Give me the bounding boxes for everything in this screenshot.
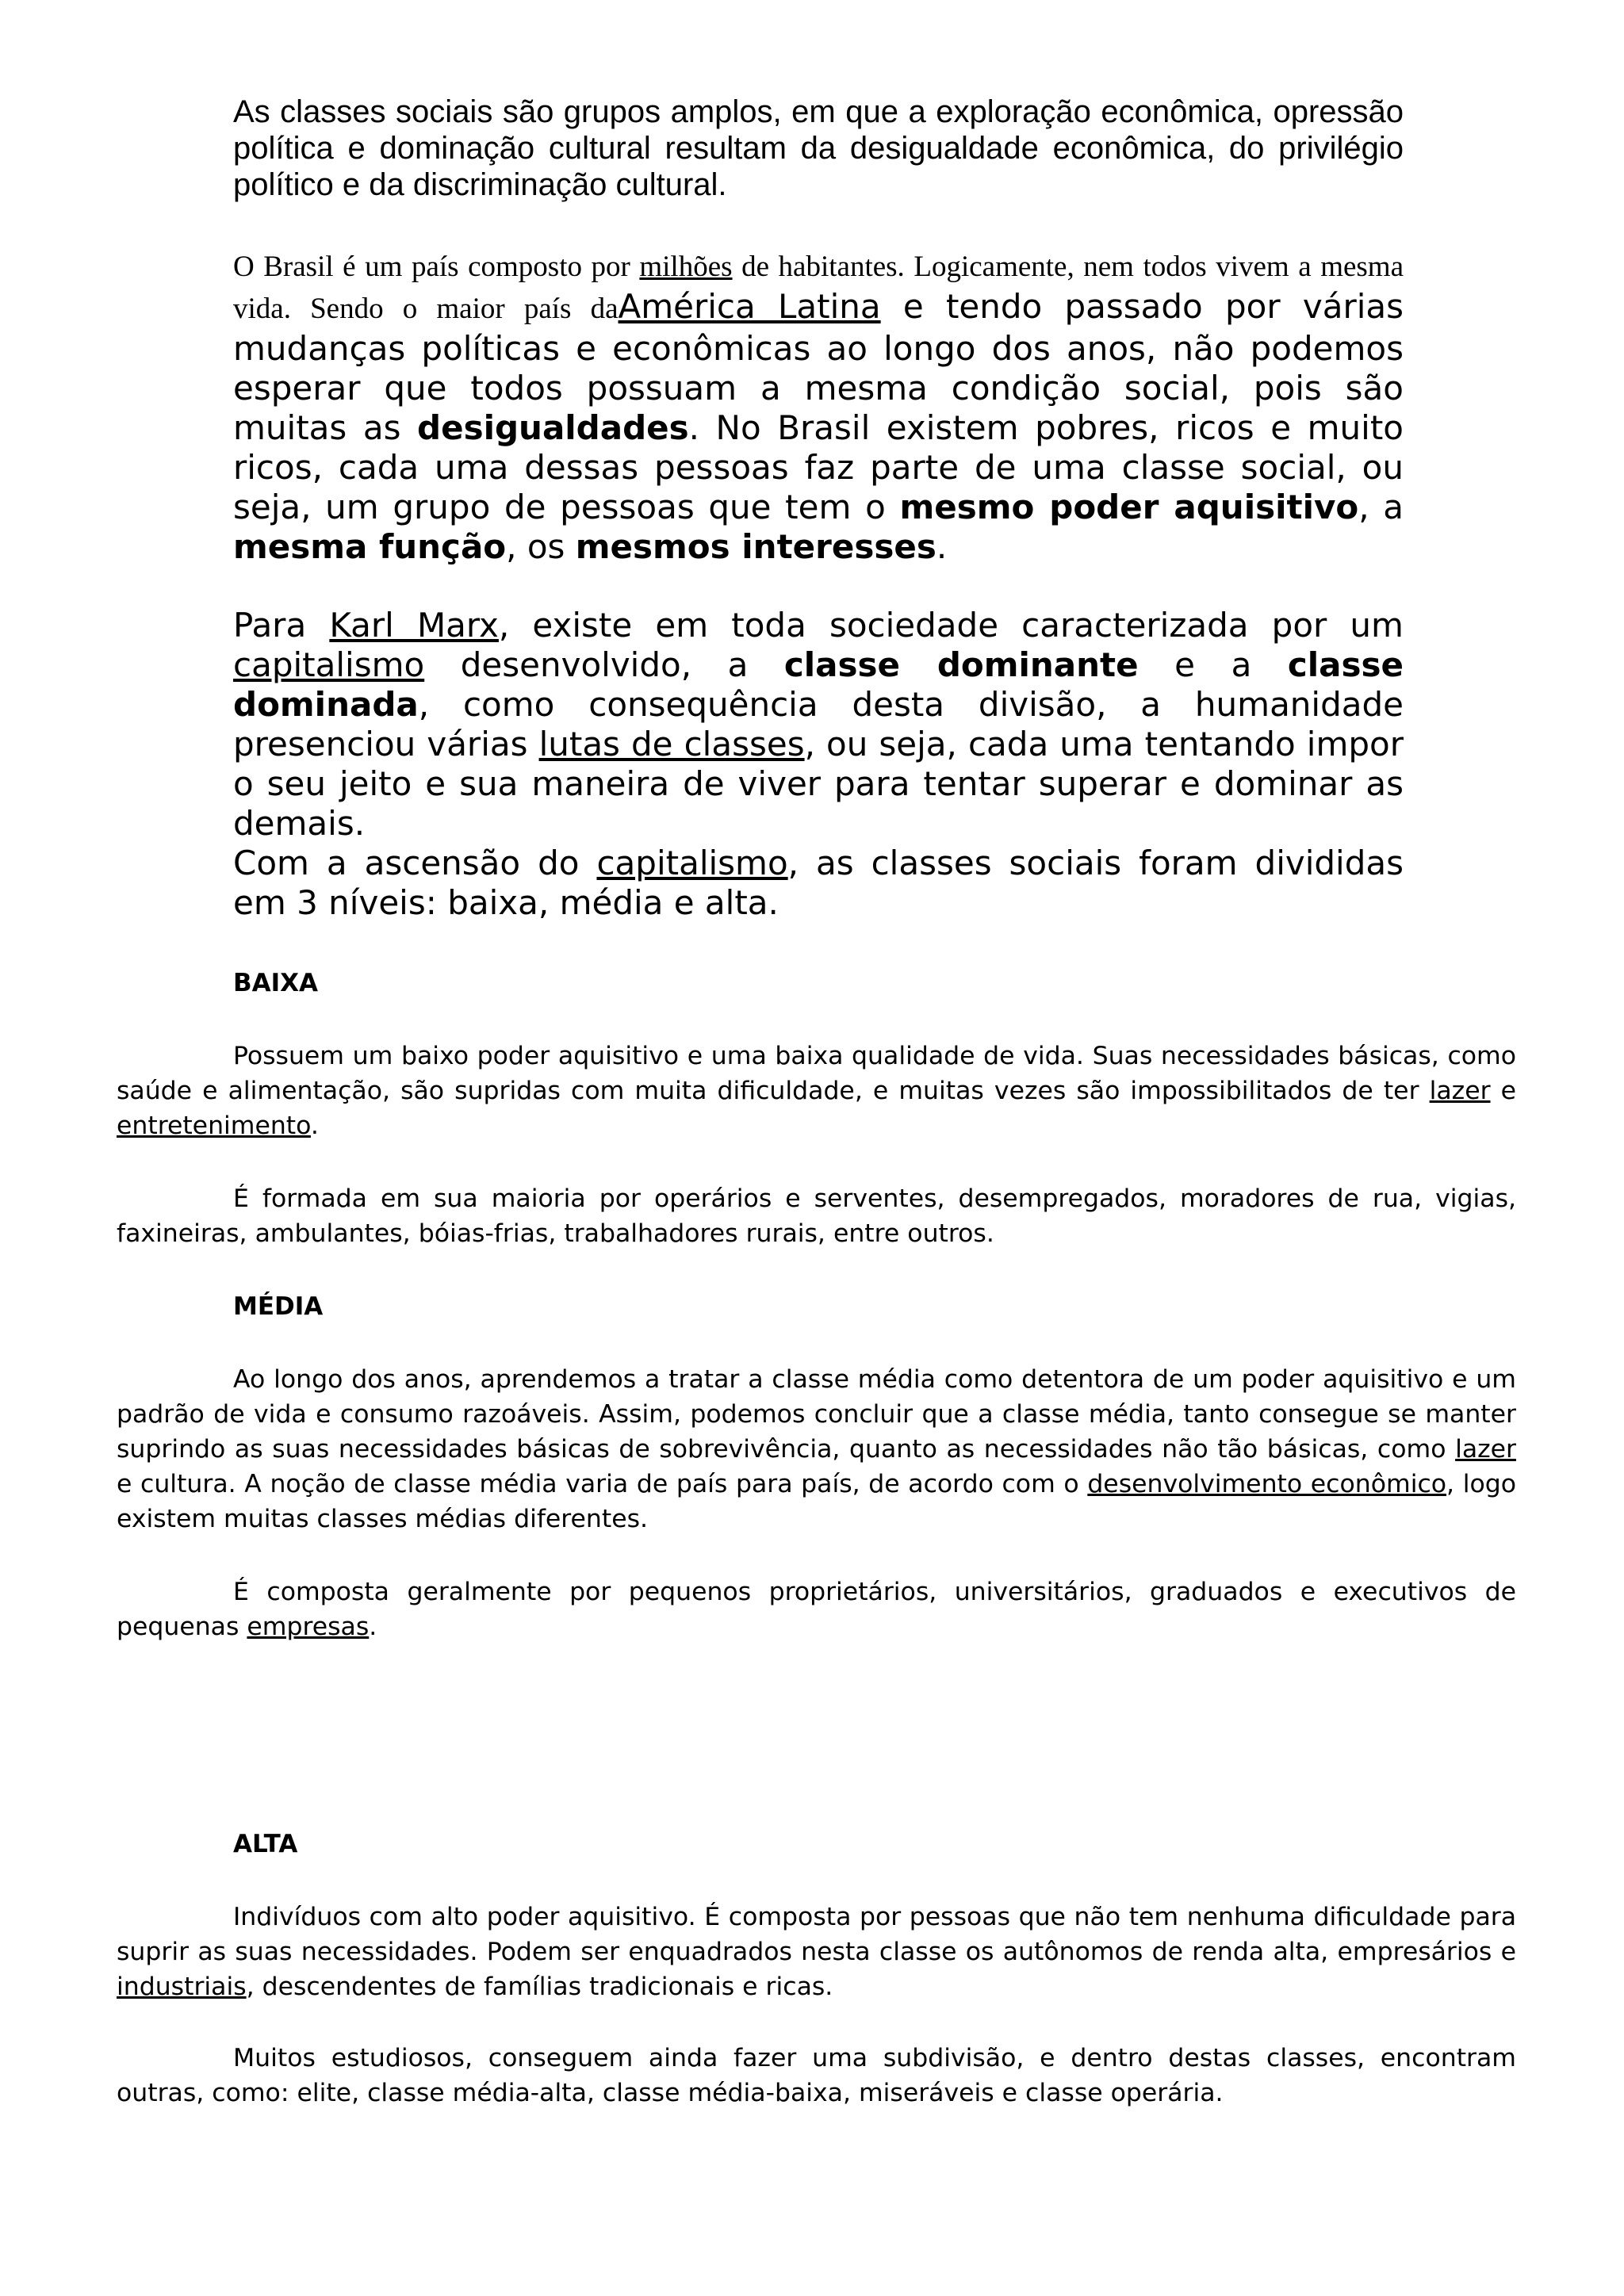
heading-baixa: BAIXA — [233, 969, 319, 997]
brasil-text-4: . No Brasil existem pobres, ricos e muito ricos, cada uma dessas pessoas faz parte de uma classe social, ou seja, um grupo de pessoas que tem o — [233, 408, 1404, 526]
bold-mesma-funcao: mesma função — [233, 527, 507, 566]
brasil-text-6: , os — [506, 527, 576, 566]
link-desenvolvimento-economico[interactable]: desenvolvimento econômico — [1087, 1470, 1447, 1498]
baixa-text-4: É formada em sua maioria por operários e serventes, desempregados, moradores de rua, vigias, faxineiras, ambulantes, bóias-frias, trabalhadores rurais, entre outros. — [117, 1184, 1516, 1248]
alta-text-2: , descendentes de famílias tradicionais e ricas. — [246, 1973, 833, 2001]
marx-text-4: e a — [1138, 645, 1288, 684]
marx-text-3: desenvolvido, a — [424, 645, 784, 684]
media-text-4: É composta geralmente por pequenos proprietários, universitários, graduados e executivos de pequenas — [117, 1578, 1516, 1641]
link-lutas-de-classes[interactable]: lutas de classes — [538, 725, 805, 763]
link-lazer[interactable]: lazer — [1429, 1077, 1491, 1105]
media-text-5: . — [369, 1613, 377, 1641]
link-milhoes[interactable]: milhões — [639, 251, 733, 283]
bold-mesmos-interesses: mesmos interesses — [575, 527, 936, 566]
marx-part-1 — [233, 606, 1404, 844]
baixa-text-2: e — [1490, 1077, 1516, 1105]
marx-part-2 — [233, 844, 1404, 923]
link-capitalismo-2[interactable]: capitalismo — [596, 844, 788, 882]
brasil-text-3: e tendo passado por várias mudanças políticas e econômicas ao longo dos anos, não podemos esperar que todos possuam a mesma condição social, pois são muitas as — [233, 287, 1404, 447]
bold-mesmo-poder: mesmo poder aquisitivo — [899, 488, 1359, 526]
brasil-text-5: , a — [1358, 488, 1404, 526]
baixa-paragraph-2 — [117, 1181, 1516, 1251]
marx-text-7: Com a ascensão do — [233, 844, 597, 882]
alta-paragraph-1 — [117, 1900, 1516, 2004]
intro-text: As classes sociais são grupos amplos, em que a exploração econômica, opressão política e dominação cultural resultam da desigualdade econômica, do privilégio político e da discriminação cultural. — [233, 94, 1404, 202]
marx-text-6: , ou seja, cada uma tentando impor o seu jeito e sua maneira de viver para tentar superar e dominar as demais. — [233, 725, 1404, 843]
alta-paragraph-2 — [117, 2041, 1516, 2110]
link-karl-marx[interactable]: Karl Marx — [329, 606, 499, 645]
baixa-text-3: . — [310, 1112, 319, 1140]
baixa-text-1: Possuem um baixo poder aquisitivo e uma baixa qualidade de vida. Suas necessidades básicas, como saúde e alimentação, são supridas com muita dificuldade, e muitas vezes são impossibilitados de ter — [117, 1042, 1516, 1105]
link-capitalismo[interactable]: capitalismo — [233, 645, 425, 684]
marx-text-1: Para — [233, 606, 330, 645]
bold-classe-dominada: classe dominada — [233, 645, 1404, 724]
baixa-paragraph-1 — [117, 1039, 1516, 1143]
brasil-text-7: . — [936, 527, 948, 566]
media-text-2: e cultura. A noção de classe média varia de país para país, de acordo com o — [117, 1470, 1088, 1498]
intro-paragraph — [233, 94, 1404, 203]
marx-text-8: , as classes sociais foram divididas em 3 níveis: baixa, média e alta. — [233, 844, 1404, 922]
heading-media: MÉDIA — [233, 1292, 324, 1321]
marx-paragraph — [233, 606, 1404, 923]
marx-text-5: , como consequência desta divisão, a humanidade presenciou várias — [233, 685, 1404, 763]
media-text-3: , logo existem muitas classes médias diferentes. — [117, 1470, 1516, 1533]
marx-text-2: , existe em toda sociedade caracterizada por um — [498, 606, 1404, 645]
brasil-paragraph — [233, 247, 1404, 567]
media-text-1: Ao longo dos anos, aprendemos a tratar a classe média como detentora de um poder aquisitivo e um padrão de vida e consumo razoáveis. Assim, podemos concluir que a classe média, tanto consegue se manter suprindo as suas necessidades básicas de sobrevivência, quanto as necessidades não tão básicas, como — [117, 1365, 1516, 1464]
link-industriais[interactable]: industriais — [117, 1973, 247, 2001]
media-paragraph-1 — [117, 1362, 1516, 1536]
brasil-text-1: O Brasil é um país composto por — [233, 251, 640, 283]
bold-classe-dominante: classe dominante — [783, 645, 1139, 684]
brasil-text-2: de habitantes. Logicamente, nem todos vivem a mesma vida. Sendo o maior país da — [233, 251, 1404, 325]
link-lazer-2[interactable]: lazer — [1455, 1435, 1516, 1464]
link-america-latina[interactable]: América Latina — [618, 287, 881, 326]
media-paragraph-2 — [117, 1575, 1516, 1644]
heading-alta: ALTA — [233, 1830, 298, 1858]
alta-text-1: Indivíduos com alto poder aquisitivo. É composta por pessoas que não tem nenhuma dificuldade para suprir as suas necessidades. Podem ser enquadrados nesta classe os autônomos de renda alta, empresários e — [117, 1903, 1516, 1966]
bold-desigualdades: desigualdades — [417, 408, 689, 447]
link-entretenimento[interactable]: entretenimento — [117, 1112, 311, 1140]
alta-text-3: Muitos estudiosos, conseguem ainda fazer uma subdivisão, e dentro destas classes, encontram outras, como: elite, classe média-alta, classe média-baixa, miseráveis e classe operária. — [117, 2044, 1516, 2107]
link-empresas[interactable]: empresas — [247, 1613, 370, 1641]
